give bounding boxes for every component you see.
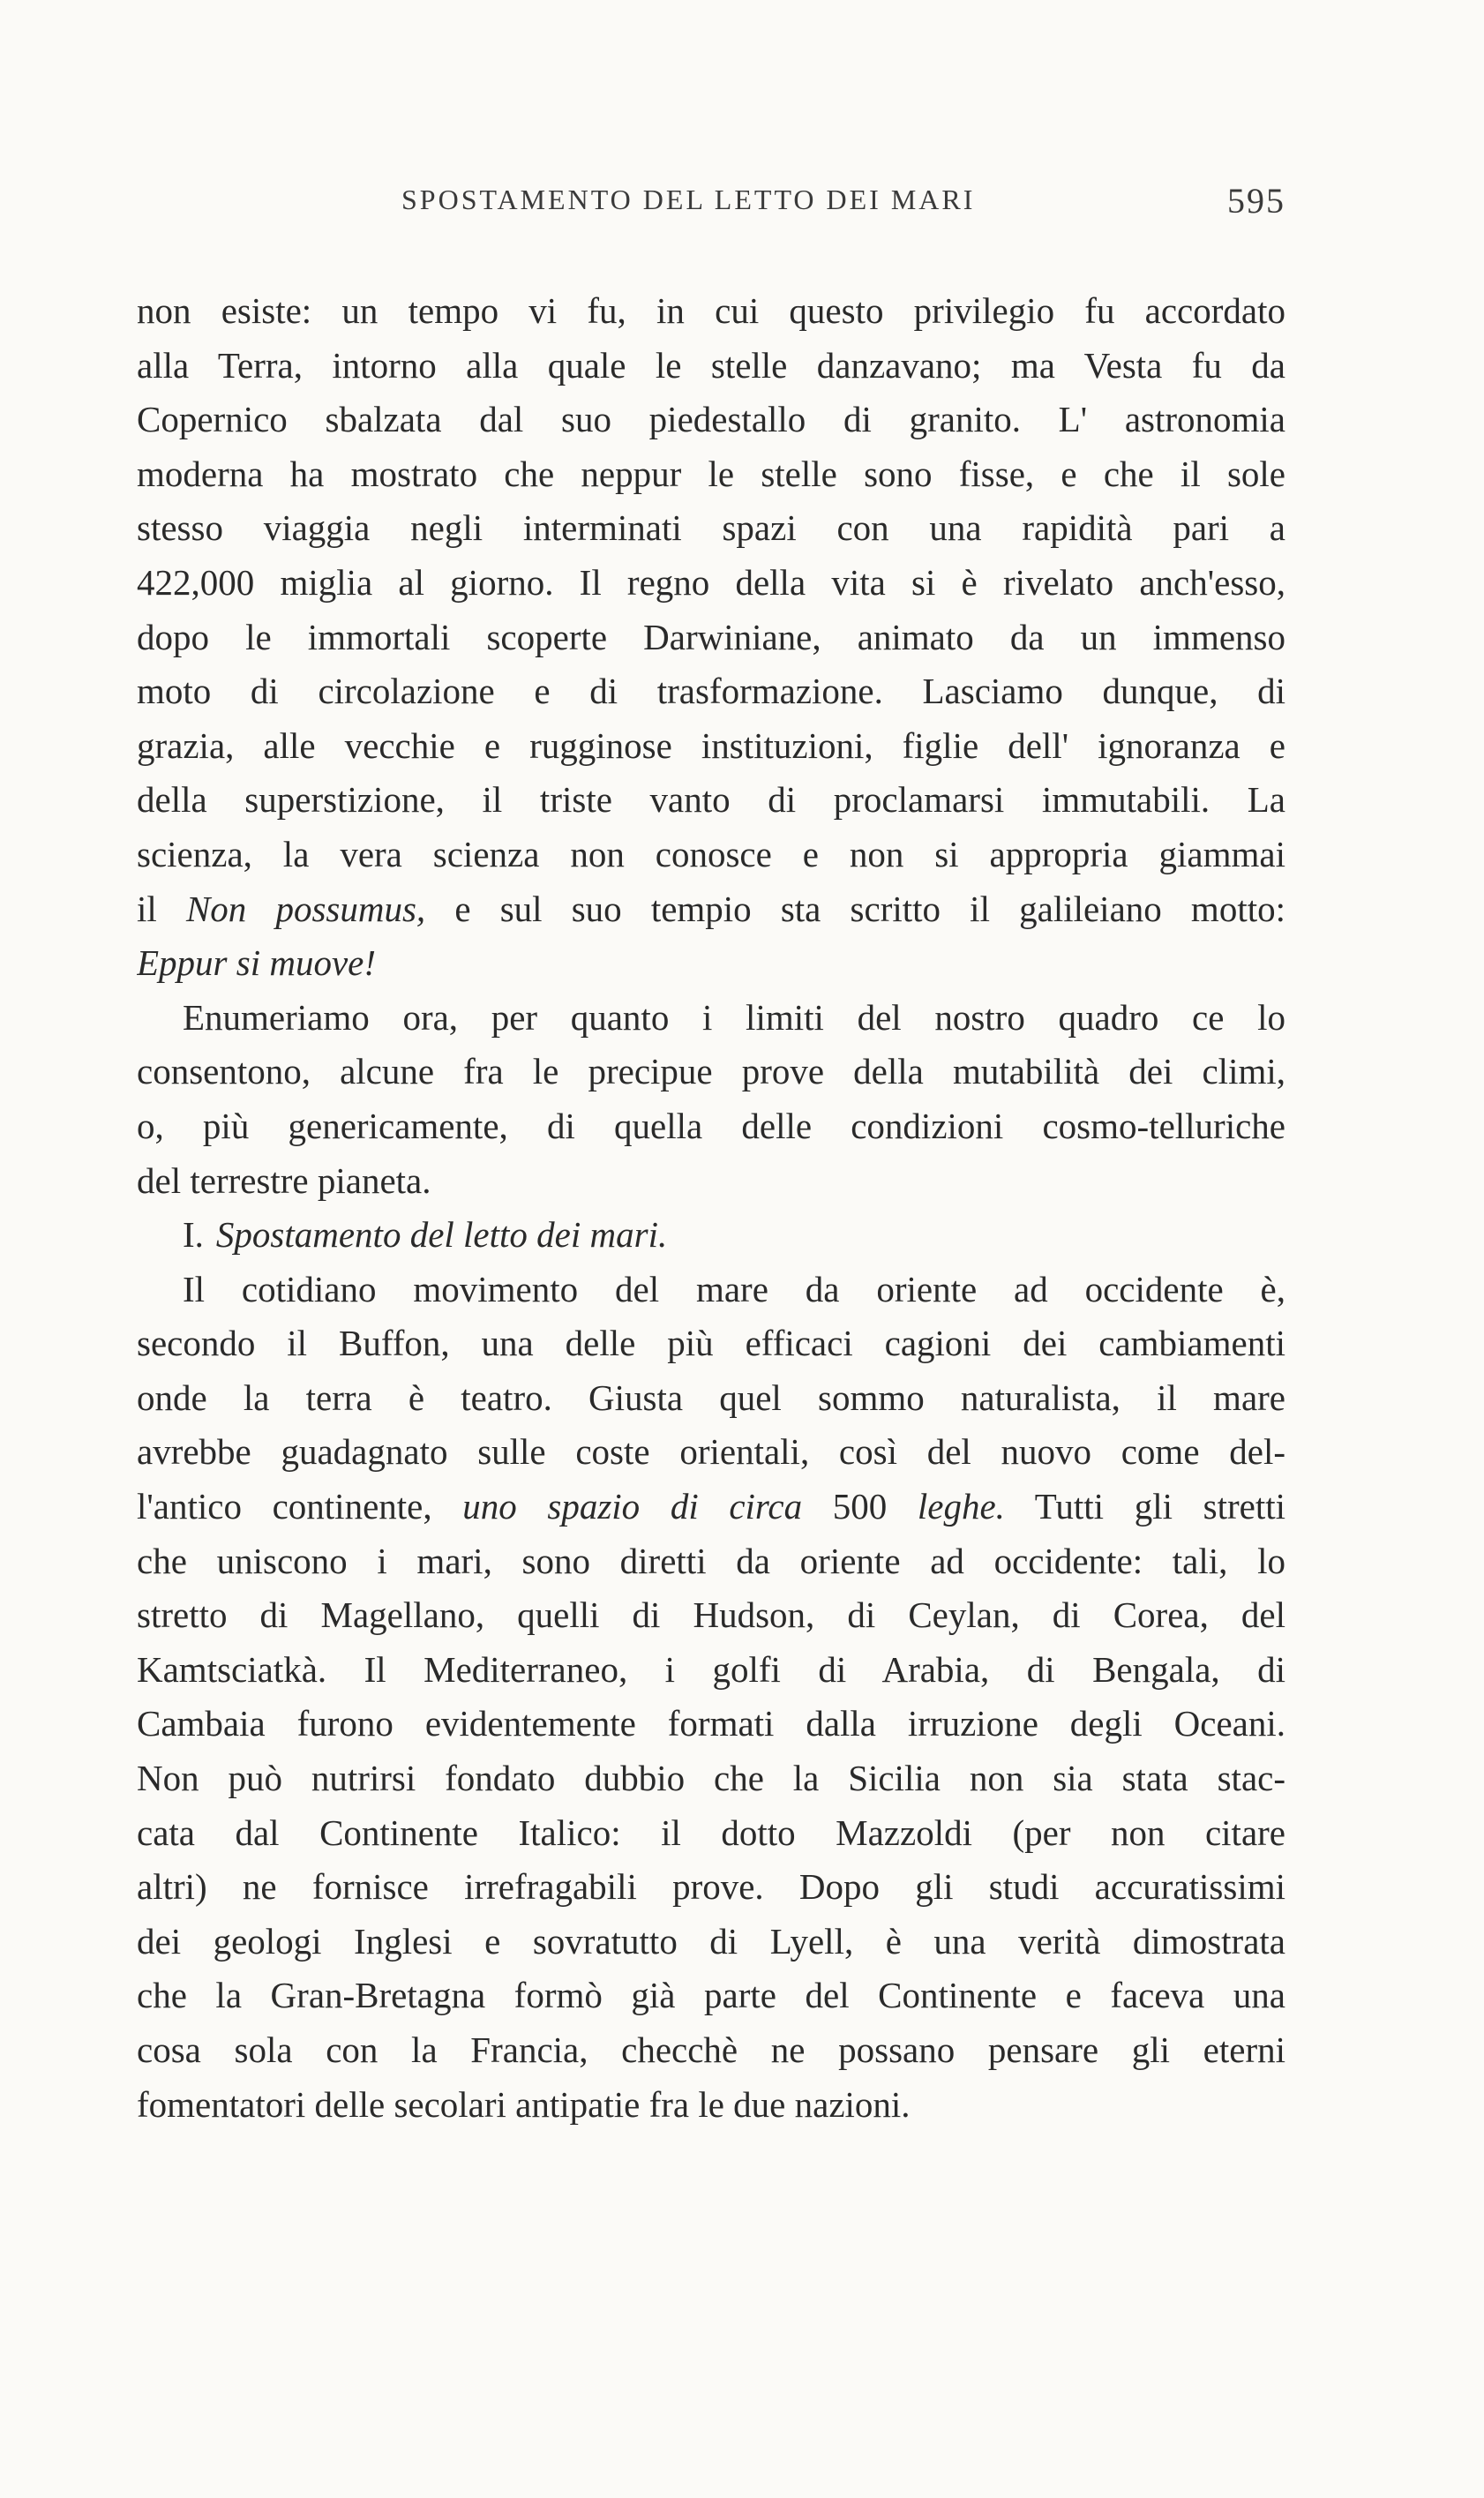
text-line: scienza, la vera scienza non conosce e non si appropria giammai (137, 833, 1285, 874)
text-line: che la Gran-Bretagna formò già parte del Continente e faceva una (137, 1975, 1285, 2016)
text-line: dei geologi Inglesi e sovratutto di Lyell, è una verità dimostrata (137, 1920, 1285, 1962)
line-text: e sul suo tempio sta scritto il galileiano motto: (425, 888, 1285, 929)
text-line: stesso viaggia negli interminati spazi con una rapidità pari a (137, 507, 1285, 549)
page-number: 595 (1227, 181, 1285, 221)
text-line: fomentatori delle secolari antipatie fra le due nazioni. (137, 2083, 911, 2125)
line-text: Tutti gli stretti (1004, 1486, 1285, 1527)
text-line: Copernico sbalzata dal suo piedestallo di granito. L' astronomia (137, 399, 1285, 440)
text-line: Non può nutrirsi fondato dubbio che la Sicilia non sia stata stac- (137, 1758, 1285, 1799)
text-line (137, 1480, 1285, 1534)
italic-phrase: leghe. (917, 1486, 1005, 1527)
text-line: non esiste: un tempo vi fu, in cui questo privilegio fu accordato (137, 290, 1285, 331)
italic-phrase: Non possumus, (185, 888, 426, 929)
text-line: Enumeriamo ora, per quanto i limiti del nostro quadro ce lo (183, 996, 1285, 1038)
text-line: Kamtsciatkà. Il Mediterraneo, i golfi di Arabia, di Bengala, di (137, 1648, 1285, 1690)
text-line: 422,000 miglia al giorno. Il regno della vita si è rivelato anch'esso, (137, 561, 1285, 603)
text-line: della superstizione, il triste vanto di proclamarsi immutabili. La (137, 779, 1285, 821)
text-line: onde la terra è teatro. Giusta quel sommo naturalista, il mare (137, 1377, 1285, 1418)
italic-phrase: uno spazio di circa (462, 1486, 803, 1527)
text-line: cata dal Continente Italico: il dotto Mazzoldi (per non citare (137, 1812, 1285, 1853)
text-line: moto di circolazione e di trasformazione. Lasciamo dunque, di (137, 671, 1285, 712)
text-line: Il cotidiano movimento del mare da oriente ad occidente è, (183, 1268, 1285, 1309)
text-line: dopo le immortali scoperte Darwiniane, animato da un immenso (137, 616, 1285, 657)
motto-line: Eppur si muove! (137, 942, 377, 984)
body-text (137, 284, 1285, 2132)
text-line: stretto di Magellano, quelli di Hudson, di Ceylan, di Corea, del (137, 1594, 1285, 1636)
text-line: Cambaia furono evidentemente formati dalla irruzione degli Oceani. (137, 1703, 1285, 1744)
line-text: l'antico continente, (137, 1486, 463, 1527)
line-text: il (137, 888, 186, 929)
page-header (137, 181, 1285, 229)
text-line: cosa sola con la Francia, checchè ne possano pensare gli eterni (137, 2029, 1285, 2070)
text-line (137, 882, 1285, 937)
text-line: grazia, alle vecchie e rugginose instituzioni, figlie dell' ignoranza e (137, 724, 1285, 766)
text-line: alla Terra, intorno alla quale le stelle danzavano; ma Vesta fu da (137, 344, 1285, 386)
text-line: consentono, alcune fra le precipue prove della mutabilità dei climi, (137, 1051, 1285, 1092)
text-line: avrebbe guadagnato sulle coste orientali, così del nuovo come del- (137, 1431, 1285, 1473)
text-line: che uniscono i mari, sono diretti da oriente ad occidente: tali, lo (137, 1540, 1285, 1581)
section-heading (137, 1208, 1285, 1263)
line-text: 500 (802, 1486, 918, 1527)
text-line: del terrestre pianeta. (137, 1159, 431, 1201)
section-number: I. (183, 1214, 204, 1256)
running-title: SPOSTAMENTO DEL LETTO DEI MARI (401, 184, 976, 215)
text-line: o, più genericamente, di quella delle condizioni cosmo-telluriche (137, 1105, 1285, 1146)
text-line: secondo il Buffon, una delle più efficaci cagioni dei cambiamenti (137, 1323, 1285, 1364)
text-line: moderna ha mostrato che neppur le stelle sono fisse, e che il sole (137, 453, 1285, 494)
text-line: altri) ne fornisce irrefragabili prove. Dopo gli studi accuratissimi (137, 1866, 1285, 1908)
section-title: Spostamento del letto dei mari. (215, 1214, 668, 1256)
